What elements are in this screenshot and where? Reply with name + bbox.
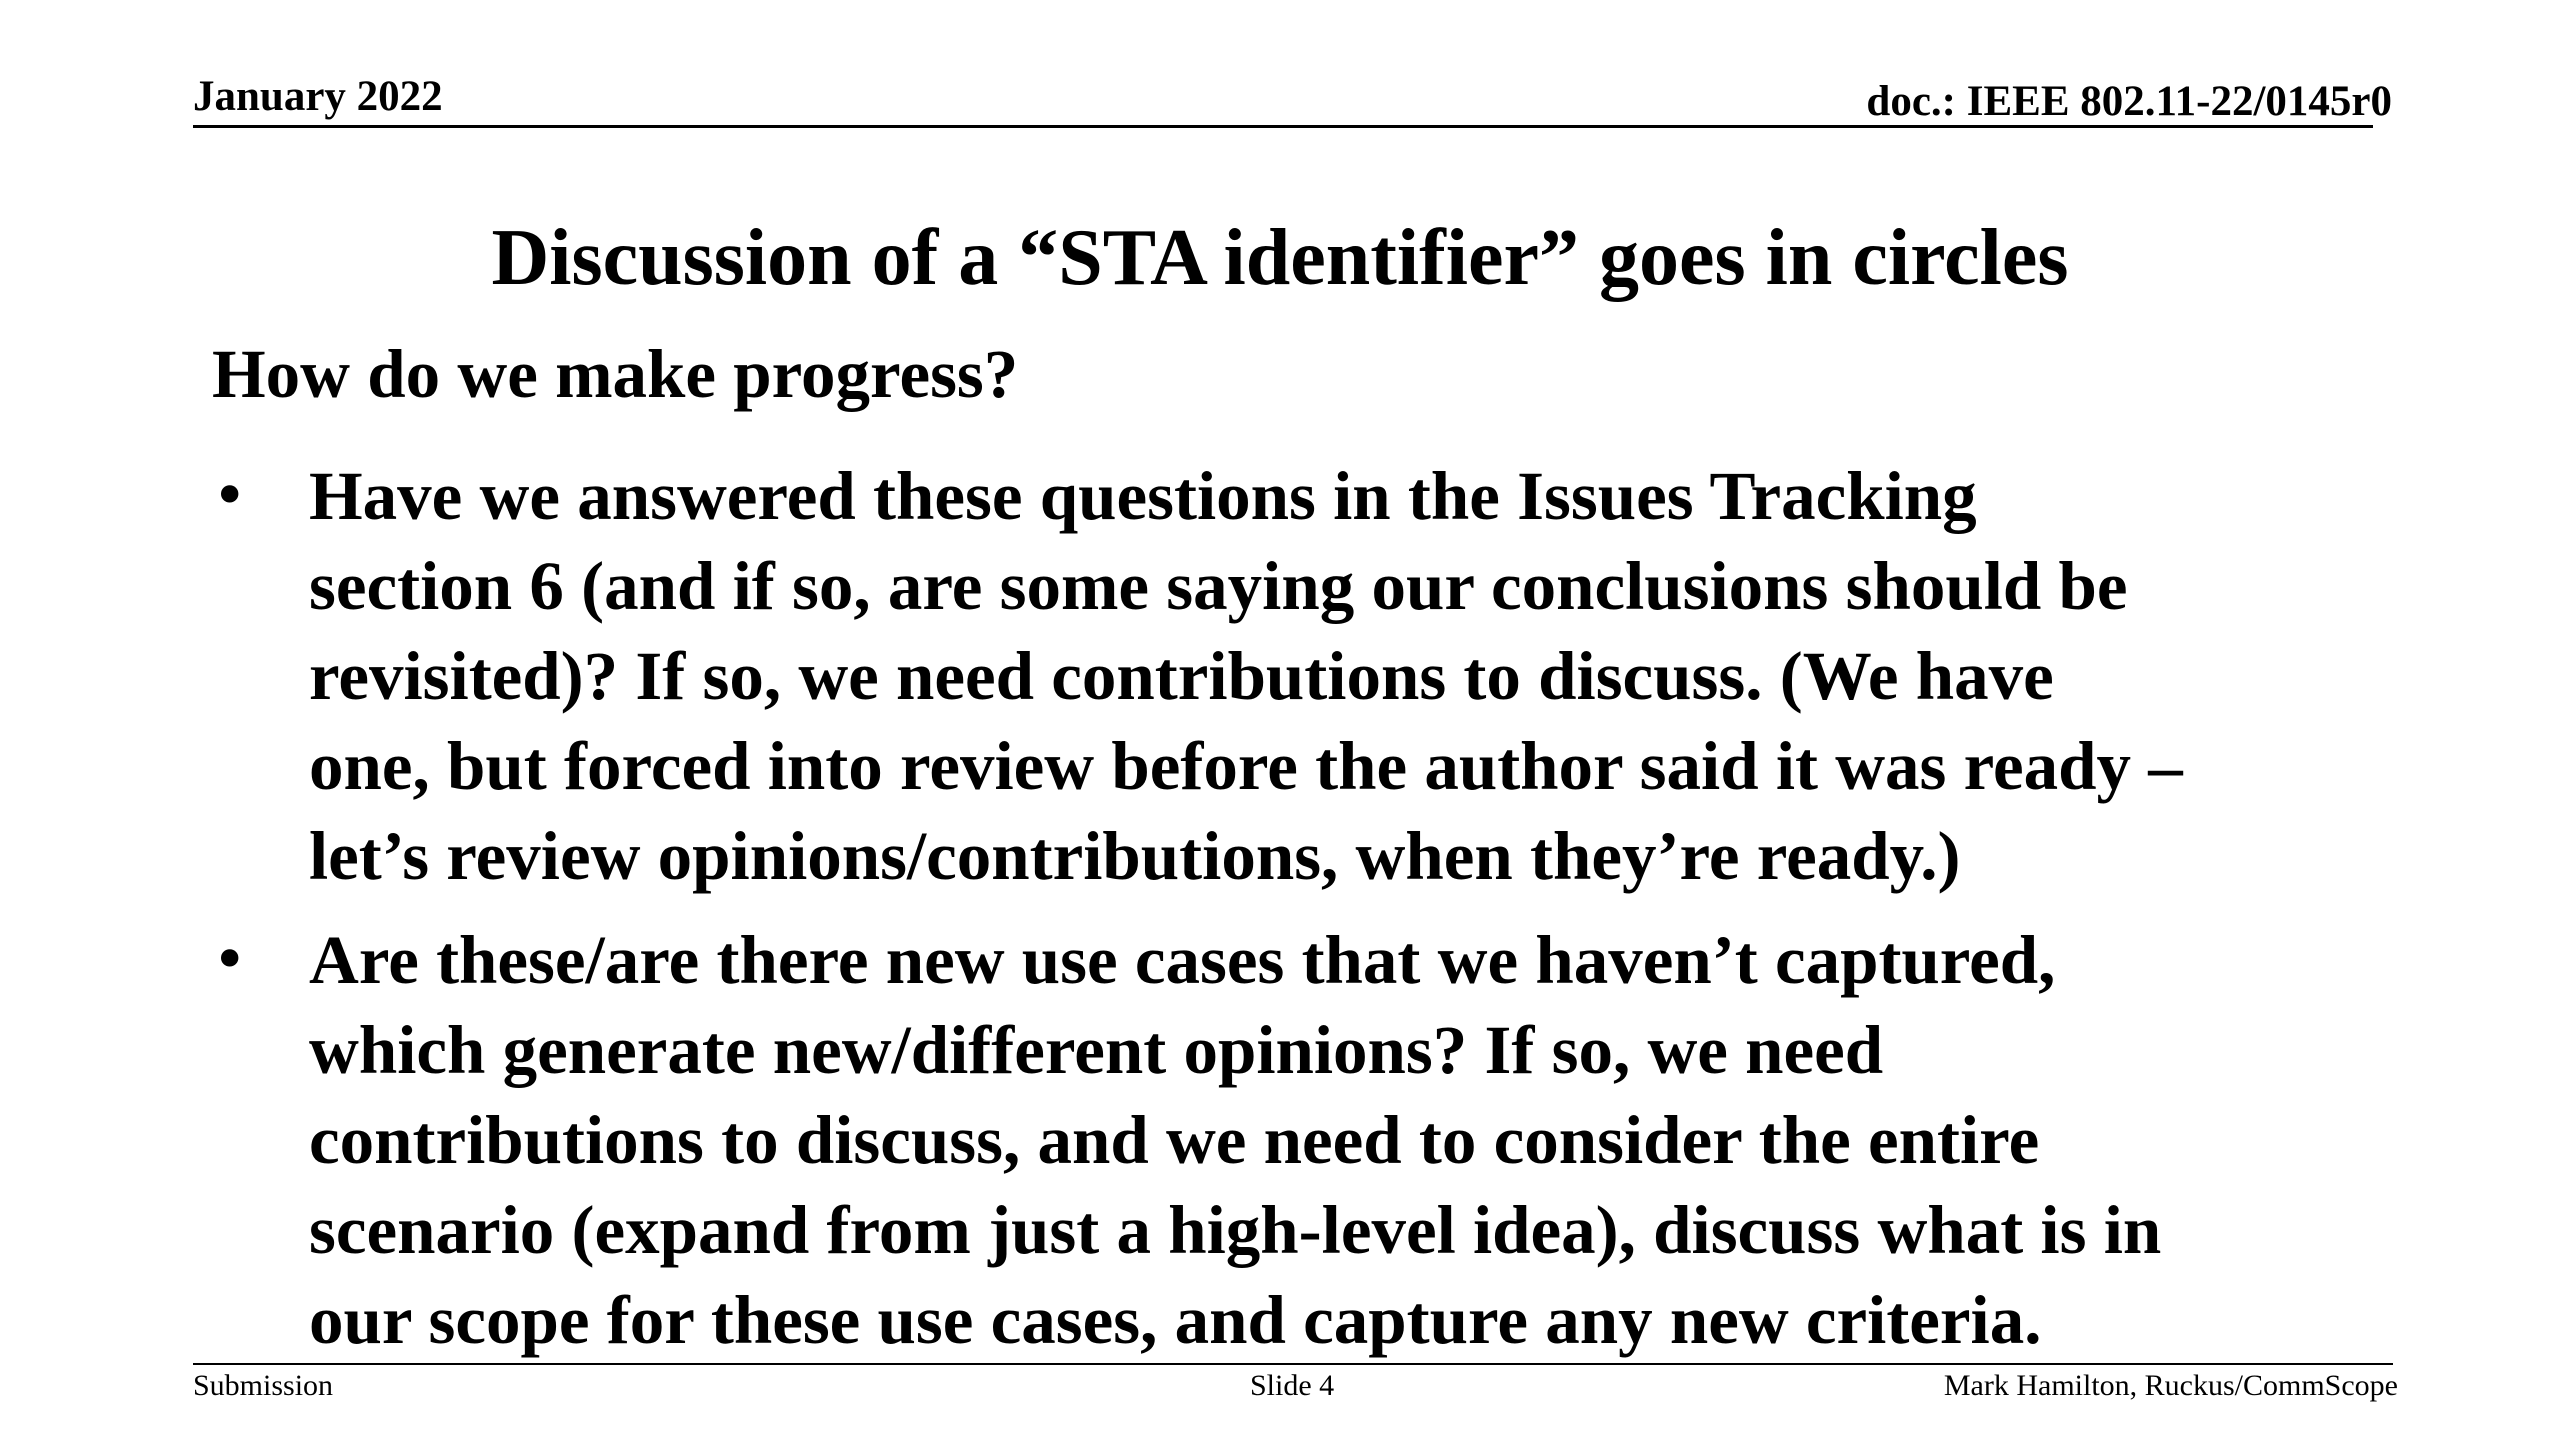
header-doc-id: doc.: IEEE 802.11-22/0145r0 — [1866, 78, 2392, 125]
bullet-item-2 — [212, 915, 2412, 1365]
bullet-line: let’s review opinions/contributions, when they’re ready.) — [309, 818, 1961, 894]
bullet-list — [212, 451, 2412, 1365]
slide-content — [212, 336, 2412, 1379]
bullet-item-1 — [212, 451, 2412, 901]
slide-title: Discussion of a “STA identifier” goes in circles — [491, 214, 2069, 302]
bullet-line: our scope for these use cases, and capture any new criteria. — [309, 1282, 2042, 1358]
footer-author: Mark Hamilton, Ruckus/CommScope — [1943, 1369, 2398, 1402]
subheading: How do we make progress? — [212, 336, 1019, 412]
bullet-icon: • — [212, 461, 248, 531]
bullet-line: Have we answered these questions in the Issues Tracking — [309, 458, 1977, 534]
bullet-line: contributions to discuss, and we need to consider the entire — [309, 1102, 2040, 1178]
bullet-line: one, but forced into review before the author said it was ready – — [309, 728, 2183, 804]
footer-divider — [193, 1363, 2393, 1365]
bullet-line: which generate new/different opinions? If so, we need — [309, 1012, 1884, 1088]
bullet-line: revisited)? If so, we need contributions to discuss. (We have — [309, 638, 2054, 714]
header-date: January 2022 — [193, 73, 443, 120]
bullet-icon: • — [212, 925, 248, 995]
bullet-line: Are these/are there new use cases that we haven’t captured, — [309, 922, 2056, 998]
header-divider — [193, 125, 2373, 128]
footer-submission: Submission — [193, 1369, 334, 1402]
bullet-line: section 6 (and if so, are some saying our conclusions should be — [309, 548, 2128, 624]
bullet-line: scenario (expand from just a high-level idea), discuss what is in — [309, 1192, 2162, 1268]
footer-slide-number: Slide 4 — [1250, 1369, 1335, 1402]
